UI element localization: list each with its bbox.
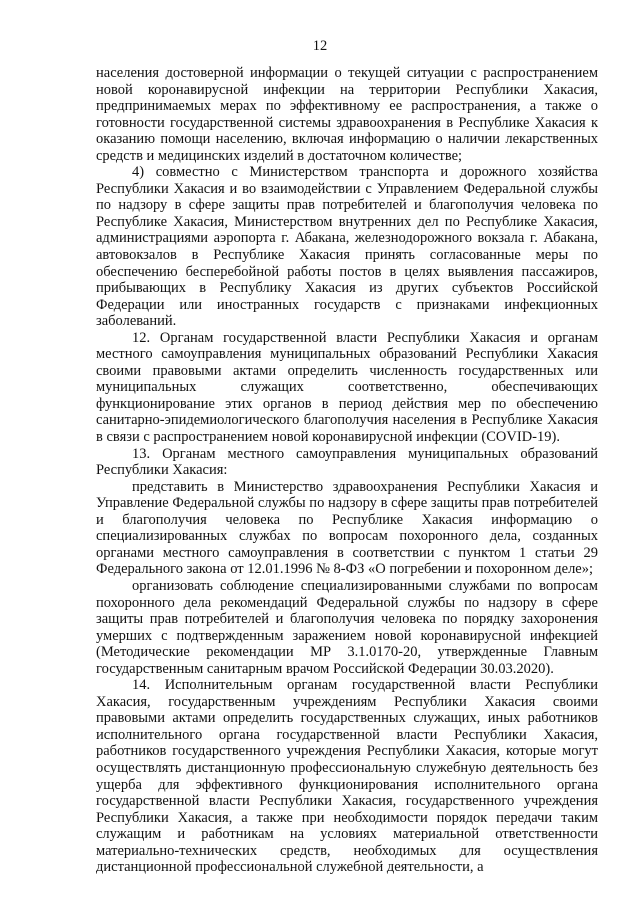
paragraph-item-4: 4) совместно с Министерством транспорта и дорожного хозяйства Республики Хакасия и во взаимодействии с Управлением Федеральной службы по надзору в сфере защиты прав потребителей и благополучия человека по Республике Хакасия, Министерством внутренних дел по Республике Хакасия, администрациями аэропорта г. Абакана, железнодорожного вокзала г. Абакана, автовокзалов в Республике Хакасия принять согласованные меры по обеспечению бесперебойной работы постов в целях выявления пассажиров, прибывающих в Республику Хакасия из других субъектов Российской Федерации или иностранных государств с признаками инфекционных заболеваний. xyxy=(96,164,598,330)
document-body xyxy=(96,65,598,876)
paragraph-13: 13. Органам местного самоуправления муниципальных образований Республики Хакасия: xyxy=(96,445,598,479)
paragraph-13-organize-compliance: организовать соблюдение специализированными службами по вопросам похоронного дела рекомендаций Федеральной службы по надзору в сфере защиты прав потребителей и благополучия человека по порядку захоронения умерших с подтвержденным заражением новой коронавирусной инфекцией (Методические рекомендации МР 3.1.0170-20, утвержденные Главным государственным санитарным врачом Российской Федерации 30.03.2020). xyxy=(96,577,598,677)
paragraph-12: 12. Органам государственной власти Республики Хакасия и органам местного самоуправления муниципальных образований Республики Хакасия своими правовыми актами определить численность государственных или муниципальных служащих соответственно, обеспечивающих функционирование этих органов в период действия мер по обеспечению санитарно-эпидемиологического благополучия населения в Республике Хакасия в связи с распространением новой коронавирусной инфекции (COVID-19). xyxy=(96,329,598,446)
paragraph-14: 14. Исполнительным органам государственной власти Республики Хакасия, государственным учреждениям Республики Хакасия своими правовыми актами определить государственных служащих, иных работников исполнительного органа государственной власти Республики Хакасия, работников государственного учреждения Республики Хакасия, которые могут осуществлять дистанционную профессиональную служебную деятельность без ущерба для эффективного функционирования исполнительного органа государственной власти Республики Хакасия, государственного учреждения Республики Хакасия, а также при необходимости порядок передачи таким служащим и работникам на условиях материальной ответственности материально-технических средств, необходимых для осуществления дистанционной профессиональной служебной деятельности, а xyxy=(96,677,598,876)
page-number: 12 xyxy=(312,38,328,54)
paragraph-continuation: населения достоверной информации о текущей ситуации с распространением новой коронавирусной инфекции на территории Республики Хакасия, предпринимаемых мерах по эффективному ее распространения, а также о готовности государственной системы здравоохранения в Республике Хакасия к оказанию помощи населению, включая информацию о наличии лекарственных средств и медицинских изделий в достаточном количестве; xyxy=(96,65,598,164)
paragraph-13-submit-info: представить в Министерство здравоохранения Республики Хакасия и Управление Федеральной службы по надзору в сфере защиты прав потребителей и благополучия человека по Республике Хакасия информацию о специализированных службах по вопросам похоронного дела, созданных органами местного самоуправления в соответствии с пунктом 1 статьи 29 Федерального закона от 12.01.1996 № 8-ФЗ «О погребении и похоронном деле»; xyxy=(96,478,598,578)
